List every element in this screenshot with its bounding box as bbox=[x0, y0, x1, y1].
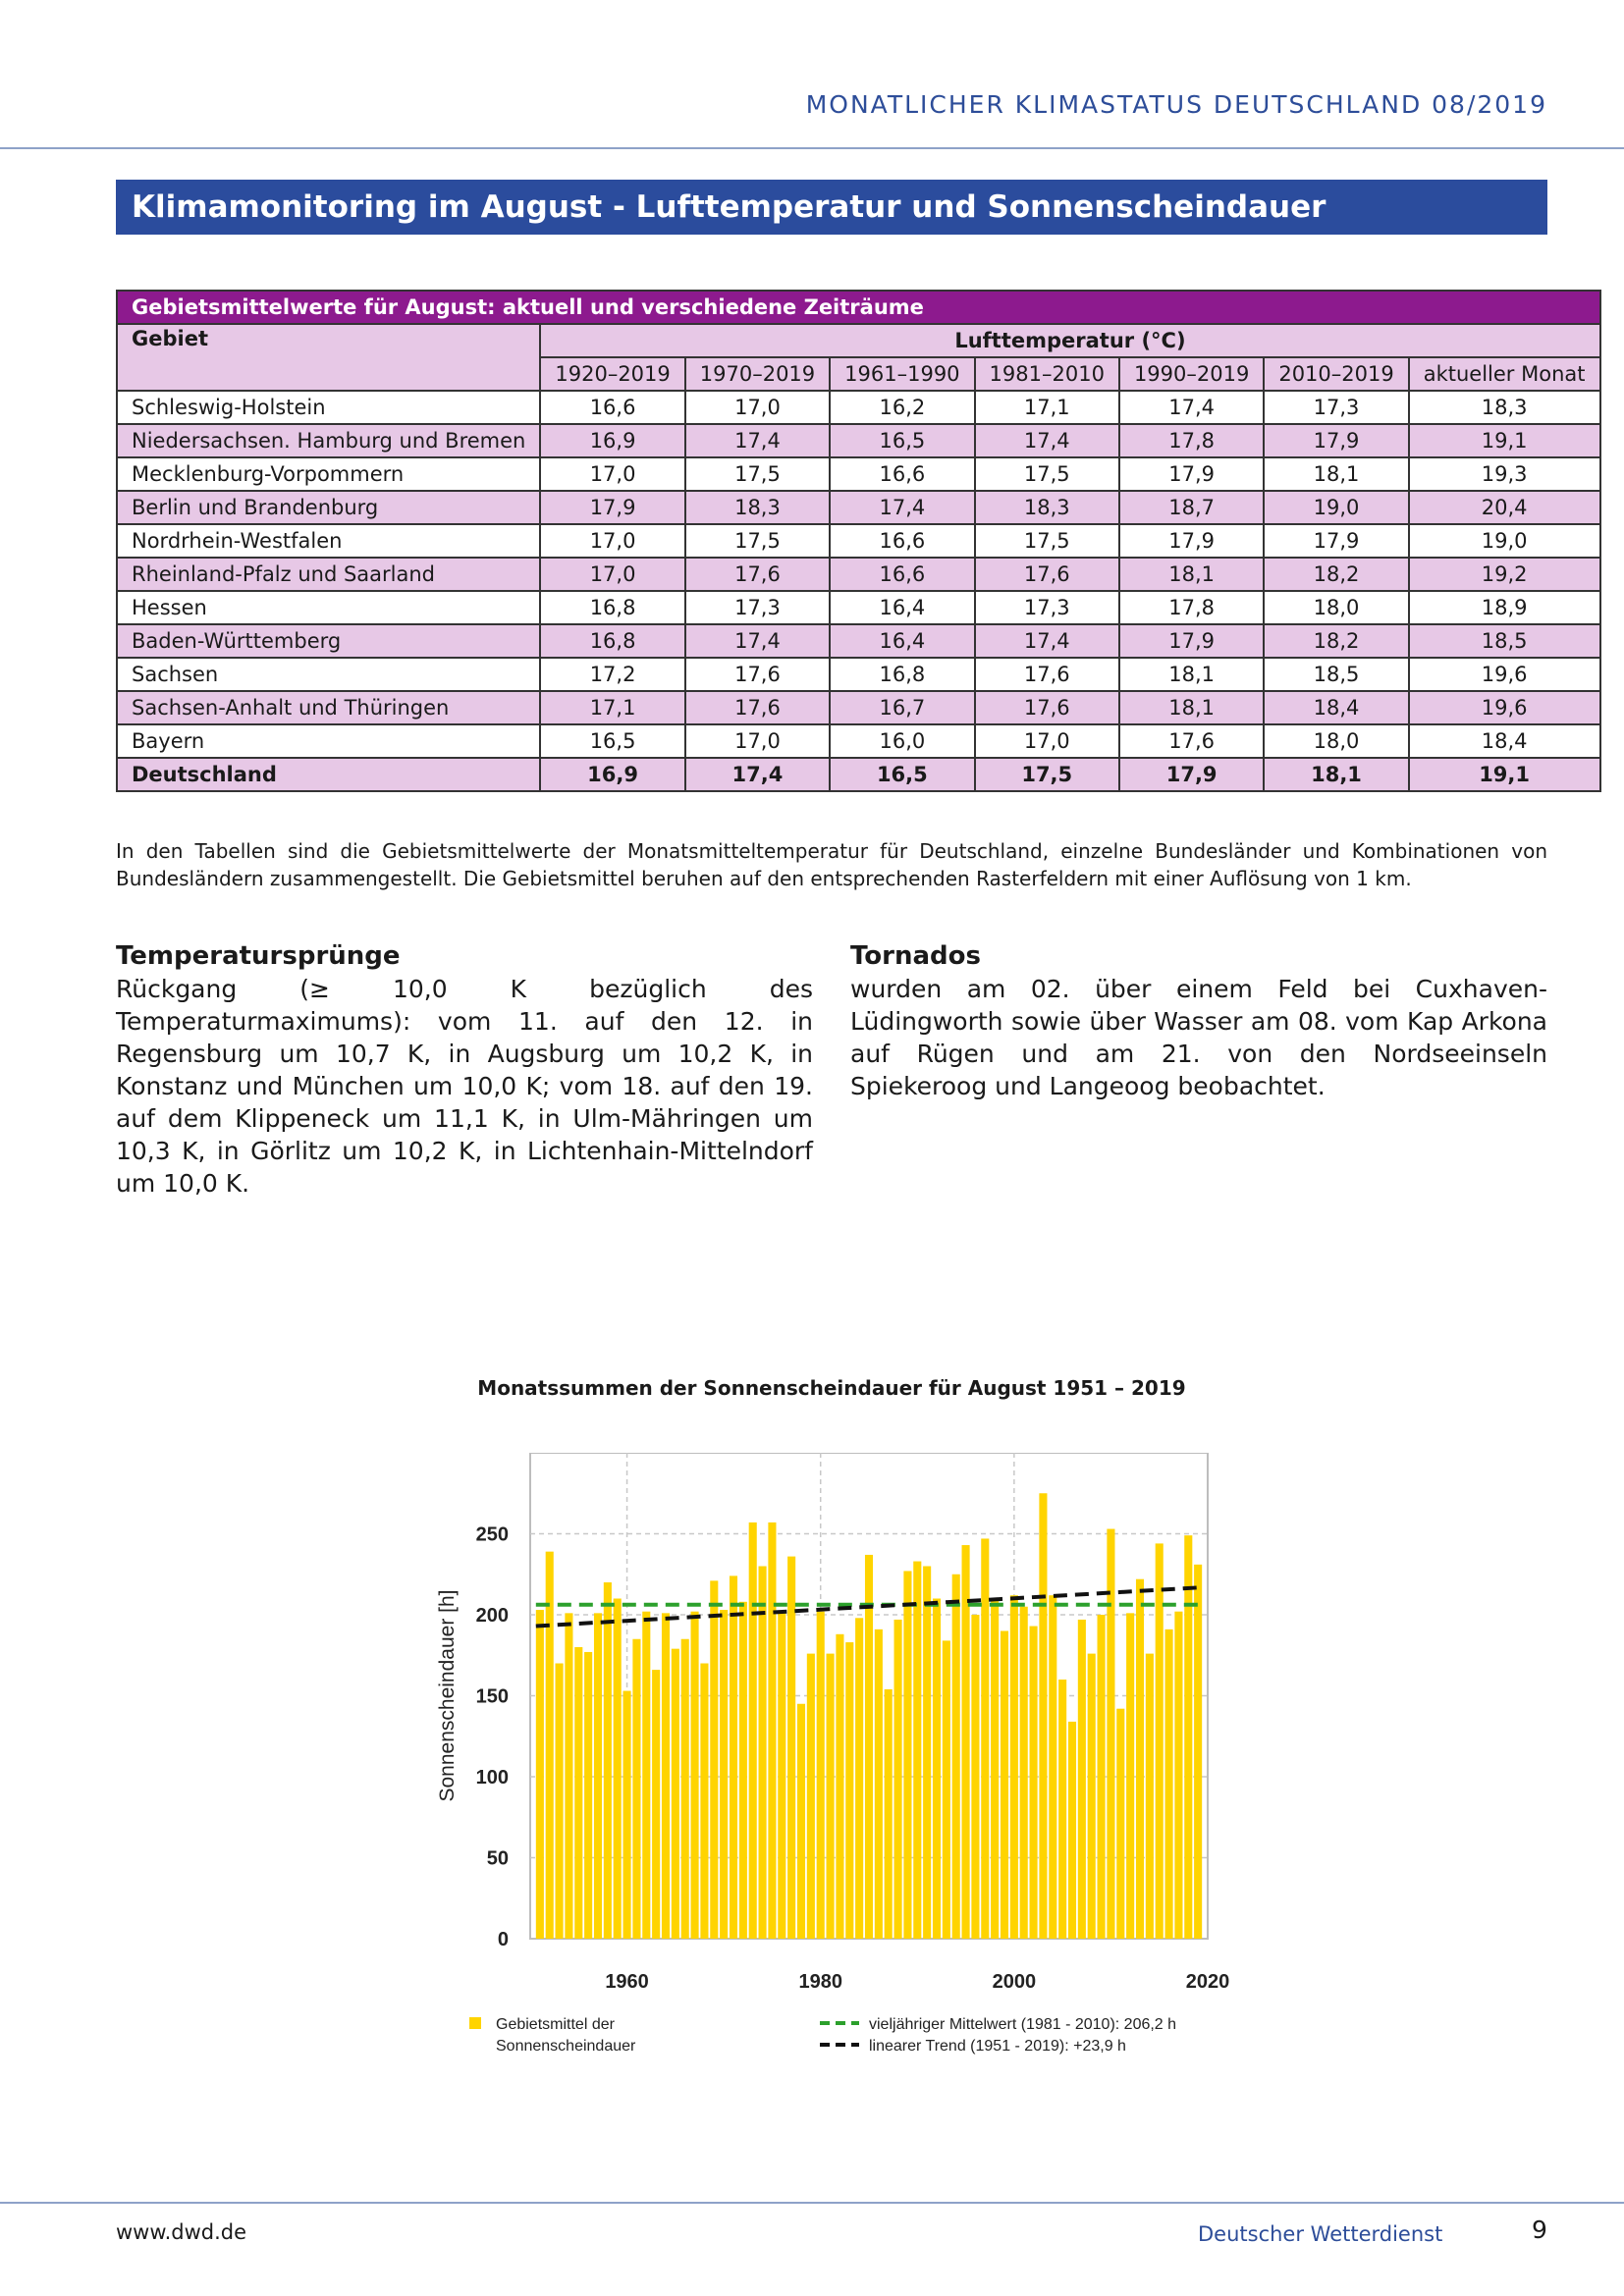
table-cell: 18,5 bbox=[1409, 624, 1600, 658]
table-cell: 17,8 bbox=[1119, 424, 1264, 457]
table-cell: 17,3 bbox=[975, 591, 1119, 624]
temperature-jumps-section bbox=[116, 940, 813, 1200]
table-cell: 18,3 bbox=[1409, 391, 1600, 424]
table-cell: 17,4 bbox=[830, 491, 974, 524]
table-cell: 18,2 bbox=[1264, 558, 1408, 591]
row-region-name: Sachsen-Anhalt und Thüringen bbox=[117, 691, 540, 724]
table-cell: 16,6 bbox=[830, 558, 974, 591]
sunshine-bar bbox=[672, 1649, 679, 1939]
sunshine-bar bbox=[1156, 1543, 1164, 1939]
sunshine-bar bbox=[614, 1599, 622, 1940]
table-total-cell: 17,4 bbox=[685, 758, 830, 791]
sunshine-bar bbox=[1058, 1680, 1066, 1939]
header-divider bbox=[0, 147, 1624, 149]
table-cell: 17,1 bbox=[975, 391, 1119, 424]
sunshine-bar bbox=[1107, 1529, 1114, 1939]
sunshine-bar bbox=[845, 1642, 853, 1939]
footer-divider bbox=[0, 2202, 1624, 2204]
row-region-name: Nordrhein-Westfalen bbox=[117, 524, 540, 558]
table-cell: 17,4 bbox=[1119, 391, 1264, 424]
table-cell: 16,6 bbox=[540, 391, 684, 424]
column-header-period: 1920–2019 bbox=[540, 357, 684, 391]
table-cell: 18,1 bbox=[1119, 658, 1264, 691]
footer-url: www.dwd.de bbox=[116, 2220, 247, 2244]
table-cell: 18,1 bbox=[1264, 457, 1408, 491]
table-cell: 17,5 bbox=[685, 524, 830, 558]
table-caption: Gebietsmittelwerte für August: aktuell und verschiedene Zeiträume bbox=[117, 291, 1600, 324]
table-cell: 17,3 bbox=[1264, 391, 1408, 424]
table-cell: 18,3 bbox=[975, 491, 1119, 524]
sunshine-bar bbox=[943, 1640, 950, 1939]
x-tick-label: 2000 bbox=[992, 1971, 1037, 1993]
table-cell: 16,4 bbox=[830, 624, 974, 658]
row-region-name: Bayern bbox=[117, 724, 540, 758]
table-cell: 17,6 bbox=[685, 558, 830, 591]
table-cell: 17,9 bbox=[1119, 457, 1264, 491]
table-cell: 16,8 bbox=[540, 624, 684, 658]
row-region-name: Sachsen bbox=[117, 658, 540, 691]
sunshine-bar bbox=[1136, 1579, 1144, 1939]
table-cell: 17,4 bbox=[685, 424, 830, 457]
table-row bbox=[117, 457, 1600, 491]
sunshine-bar bbox=[584, 1652, 592, 1939]
table-total-cell: 17,5 bbox=[975, 758, 1119, 791]
table-cell: 16,5 bbox=[540, 724, 684, 758]
x-tick-label: 1980 bbox=[798, 1971, 842, 1993]
table-cell: 17,5 bbox=[975, 457, 1119, 491]
table-cell: 19,3 bbox=[1409, 457, 1600, 491]
sunshine-bar bbox=[662, 1613, 670, 1939]
sunshine-bar bbox=[778, 1612, 785, 1939]
table-row bbox=[117, 491, 1600, 524]
page-header-title: MONATLICHER KLIMASTATUS DEUTSCHLAND 08/2019 bbox=[805, 90, 1547, 119]
table-cell: 17,4 bbox=[975, 624, 1119, 658]
row-region-name: Schleswig-Holstein bbox=[117, 391, 540, 424]
section-banner: Klimamonitoring im August - Lufttemperatur und Sonnenscheindauer bbox=[116, 180, 1547, 235]
sunshine-bar bbox=[933, 1599, 941, 1940]
table-cell: 17,4 bbox=[975, 424, 1119, 457]
table-cell: 16,9 bbox=[540, 424, 684, 457]
page-number: 9 bbox=[1532, 2216, 1547, 2244]
table-caption-row bbox=[117, 291, 1600, 324]
table-cell: 19,6 bbox=[1409, 691, 1600, 724]
table-row bbox=[117, 658, 1600, 691]
legend-bar-swatch bbox=[469, 2017, 481, 2029]
x-tick-label: 2020 bbox=[1185, 1971, 1230, 1993]
sunshine-bar bbox=[1030, 1627, 1038, 1939]
table-cell: 19,1 bbox=[1409, 424, 1600, 457]
y-axis-label: Sonnenscheindauer [h] bbox=[436, 1589, 459, 1802]
sunshine-bar bbox=[865, 1555, 873, 1939]
table-cell: 19,2 bbox=[1409, 558, 1600, 591]
sunshine-bar bbox=[1068, 1722, 1076, 1939]
table-row bbox=[117, 624, 1600, 658]
sunshine-bar bbox=[632, 1639, 640, 1939]
sunshine-bar bbox=[681, 1639, 689, 1939]
sunshine-bar bbox=[536, 1610, 544, 1939]
table-cell: 17,9 bbox=[540, 491, 684, 524]
sunshine-bar bbox=[836, 1634, 843, 1939]
sunshine-bar bbox=[574, 1647, 582, 1939]
temperature-jumps-text: Rückgang (≥ 10,0 K bezüglich des Temperaturmaximums): vom 11. auf den 12. in Regensburg um 10,7 K, in Augsburg um 10,2 K, in Konstanz und München um 10,0 K; vom 18. auf den 19. auf dem Klippeneck um 11,1 K, in Ulm-Mähringen um 10,3 K, in Görlitz um 10,2 K, in Lichtenhain-Mittelndorf um 10,0 K. bbox=[116, 975, 813, 1198]
table-cell: 18,0 bbox=[1264, 591, 1408, 624]
table-cell: 17,6 bbox=[1119, 724, 1264, 758]
footer-organization: Deutscher Wetterdienst bbox=[1198, 2222, 1443, 2246]
table-total-cell: 16,9 bbox=[540, 758, 684, 791]
table-cell: 17,8 bbox=[1119, 591, 1264, 624]
table-cell: 19,6 bbox=[1409, 658, 1600, 691]
column-group-header: Lufttemperatur (°C) bbox=[540, 324, 1599, 357]
table-cell: 18,9 bbox=[1409, 591, 1600, 624]
sunshine-bar bbox=[759, 1567, 767, 1940]
legend-trend-label: linearer Trend (1951 - 2019): +23,9 h bbox=[869, 2038, 1126, 2055]
table-cell: 17,9 bbox=[1264, 424, 1408, 457]
table-cell: 17,3 bbox=[685, 591, 830, 624]
table-cell: 18,1 bbox=[1119, 691, 1264, 724]
table-cell: 17,0 bbox=[540, 524, 684, 558]
sunshine-bar bbox=[691, 1612, 699, 1939]
sunshine-bar bbox=[700, 1664, 708, 1940]
sunshine-bar bbox=[1010, 1595, 1018, 1939]
table-cell: 17,9 bbox=[1119, 624, 1264, 658]
sunshine-bar bbox=[604, 1582, 612, 1939]
temperature-table bbox=[116, 290, 1601, 792]
table-caption-text: In den Tabellen sind die Gebietsmittelwerte der Monatsmitteltemperatur für Deutschland, einzelne Bundesländer und Kombinationen von Bundesländern zusammengestellt. Die Gebietsmittel beruhen auf den entsprechenden Rasterfeldern mit einer Auflösung von 1 km. bbox=[116, 839, 1547, 890]
table-cell: 16,8 bbox=[540, 591, 684, 624]
table-cell: 17,6 bbox=[975, 558, 1119, 591]
sunshine-bar bbox=[991, 1600, 999, 1939]
sunshine-bar bbox=[797, 1704, 805, 1939]
table-cell: 19,0 bbox=[1409, 524, 1600, 558]
table-cell: 16,2 bbox=[830, 391, 974, 424]
sunshine-bar bbox=[1146, 1654, 1154, 1939]
table-cell: 16,6 bbox=[830, 524, 974, 558]
table-total-cell: 16,5 bbox=[830, 758, 974, 791]
sunshine-bar bbox=[720, 1610, 728, 1939]
table-cell: 17,9 bbox=[1119, 524, 1264, 558]
table-cell: 16,7 bbox=[830, 691, 974, 724]
sunshine-bar bbox=[1165, 1629, 1173, 1939]
table-row bbox=[117, 724, 1600, 758]
y-tick-label: 150 bbox=[475, 1685, 509, 1708]
sunshine-bar bbox=[749, 1522, 757, 1939]
table-cell: 17,6 bbox=[685, 658, 830, 691]
y-tick-label: 0 bbox=[497, 1929, 509, 1950]
table-cell: 18,5 bbox=[1264, 658, 1408, 691]
sunshine-bar bbox=[1174, 1612, 1182, 1939]
y-tick-label: 100 bbox=[475, 1767, 509, 1789]
table-cell: 18,2 bbox=[1264, 624, 1408, 658]
y-tick-label: 50 bbox=[486, 1847, 509, 1870]
table-cell: 17,6 bbox=[975, 691, 1119, 724]
sunshine-bar bbox=[1049, 1595, 1056, 1939]
table-cell: 19,0 bbox=[1264, 491, 1408, 524]
legend-bar-label: Sonnenscheindauer bbox=[496, 2038, 636, 2055]
table-cell: 17,6 bbox=[685, 691, 830, 724]
sunshine-bar bbox=[817, 1612, 825, 1939]
sunshine-bar bbox=[981, 1538, 989, 1939]
sunshine-bar bbox=[652, 1670, 660, 1939]
total-region-name: Deutschland bbox=[117, 758, 540, 791]
sunshine-bar bbox=[710, 1580, 718, 1939]
sunshine-bar bbox=[642, 1612, 650, 1939]
y-tick-label: 250 bbox=[475, 1523, 509, 1546]
column-header-gebiet: Gebiet bbox=[117, 324, 540, 391]
table-row bbox=[117, 591, 1600, 624]
table-total-cell: 19,1 bbox=[1409, 758, 1600, 791]
chart-title: Monatssummen der Sonnenscheindauer für August 1951 – 2019 bbox=[477, 1376, 1186, 1400]
sunshine-bar bbox=[546, 1552, 554, 1939]
sunshine-bar bbox=[787, 1557, 795, 1939]
table-cell: 18,1 bbox=[1119, 558, 1264, 591]
row-region-name: Berlin und Brandenburg bbox=[117, 491, 540, 524]
table-cell: 18,4 bbox=[1409, 724, 1600, 758]
table-cell: 17,0 bbox=[540, 558, 684, 591]
sunshine-bar bbox=[1126, 1613, 1134, 1939]
table-cell: 16,5 bbox=[830, 424, 974, 457]
sunshine-bar bbox=[1078, 1620, 1086, 1939]
table-total-cell: 18,1 bbox=[1264, 758, 1408, 791]
row-region-name: Baden-Württemberg bbox=[117, 624, 540, 658]
sunshine-bar bbox=[1088, 1654, 1096, 1939]
table-row bbox=[117, 424, 1600, 457]
sunshine-bar bbox=[855, 1618, 863, 1939]
table-cell: 18,4 bbox=[1264, 691, 1408, 724]
sunshine-bar bbox=[894, 1620, 902, 1939]
sunshine-bar bbox=[1098, 1615, 1106, 1939]
sunshine-bar bbox=[556, 1664, 564, 1940]
x-tick-label: 1960 bbox=[605, 1971, 649, 1993]
sunshine-bar bbox=[913, 1562, 921, 1939]
sunshine-bar bbox=[768, 1522, 776, 1939]
table-cell: 17,4 bbox=[685, 624, 830, 658]
table-header-row bbox=[117, 324, 1600, 357]
sunshine-bar bbox=[971, 1615, 979, 1939]
row-region-name: Rheinland-Pfalz und Saarland bbox=[117, 558, 540, 591]
table-cell: 17,6 bbox=[975, 658, 1119, 691]
table-cell: 17,0 bbox=[975, 724, 1119, 758]
column-header-period: 1990–2019 bbox=[1119, 357, 1264, 391]
sunshine-chart bbox=[412, 1453, 1296, 2081]
table-cell: 17,0 bbox=[685, 391, 830, 424]
column-header-period: aktueller Monat bbox=[1409, 357, 1600, 391]
table-cell: 17,5 bbox=[685, 457, 830, 491]
row-region-name: Niedersachsen. Hamburg und Bremen bbox=[117, 424, 540, 457]
table-cell: 16,4 bbox=[830, 591, 974, 624]
legend-reference-label: vieljähriger Mittelwert (1981 - 2010): 206,2 h bbox=[869, 2016, 1177, 2033]
table-total-row bbox=[117, 758, 1600, 791]
tornados-heading: Tornados bbox=[850, 941, 981, 971]
sunshine-bar bbox=[952, 1575, 960, 1939]
column-header-period: 1981–2010 bbox=[975, 357, 1119, 391]
table-cell: 16,8 bbox=[830, 658, 974, 691]
table-cell: 16,0 bbox=[830, 724, 974, 758]
table-cell: 17,0 bbox=[685, 724, 830, 758]
tornados-section bbox=[850, 940, 1547, 1102]
table-cell: 17,9 bbox=[1264, 524, 1408, 558]
sunshine-bar bbox=[594, 1613, 602, 1939]
sunshine-bar bbox=[885, 1689, 893, 1939]
sunshine-bar bbox=[903, 1571, 911, 1939]
row-region-name: Mecklenburg-Vorpommern bbox=[117, 457, 540, 491]
sunshine-bar bbox=[1001, 1631, 1008, 1940]
table-cell: 16,6 bbox=[830, 457, 974, 491]
table-cell: 18,3 bbox=[685, 491, 830, 524]
column-header-period: 1970–2019 bbox=[685, 357, 830, 391]
table-cell: 18,7 bbox=[1119, 491, 1264, 524]
table-row bbox=[117, 524, 1600, 558]
table-row bbox=[117, 558, 1600, 591]
table-row bbox=[117, 391, 1600, 424]
tornados-text: wurden am 02. über einem Feld bei Cuxhaven-Lüdingworth sowie über Wasser am 08. vom Kap Arkona auf Rügen und am 21. von den Nordseeinseln Spiekeroog und Langeoog beobachtet. bbox=[850, 975, 1547, 1100]
y-tick-label: 200 bbox=[475, 1605, 509, 1627]
legend-bar-label: Gebietsmittel der bbox=[496, 2016, 615, 2033]
sunshine-bar bbox=[1020, 1607, 1028, 1939]
temperature-jumps-heading: Temperatursprünge bbox=[116, 941, 401, 971]
column-header-period: 2010–2019 bbox=[1264, 357, 1408, 391]
sunshine-bar bbox=[807, 1654, 815, 1939]
sunshine-bar bbox=[827, 1654, 835, 1939]
table-cell: 17,1 bbox=[540, 691, 684, 724]
column-header-period: 1961–1990 bbox=[830, 357, 974, 391]
row-region-name: Hessen bbox=[117, 591, 540, 624]
sunshine-bar bbox=[739, 1602, 747, 1939]
sunshine-bar bbox=[923, 1567, 931, 1940]
table-cell: 17,5 bbox=[975, 524, 1119, 558]
sunshine-bar bbox=[1194, 1565, 1202, 1939]
table-cell: 18,0 bbox=[1264, 724, 1408, 758]
sunshine-bar bbox=[565, 1613, 572, 1939]
table-cell: 17,0 bbox=[540, 457, 684, 491]
table-row bbox=[117, 691, 1600, 724]
sunshine-bar bbox=[623, 1691, 631, 1939]
table-cell: 17,2 bbox=[540, 658, 684, 691]
sunshine-bar bbox=[730, 1575, 737, 1939]
sunshine-bar bbox=[1184, 1535, 1192, 1939]
sunshine-bar bbox=[1116, 1709, 1124, 1939]
table-cell: 20,4 bbox=[1409, 491, 1600, 524]
sunshine-bar bbox=[1039, 1493, 1047, 1939]
sunshine-bar bbox=[875, 1629, 883, 1939]
table-total-cell: 17,9 bbox=[1119, 758, 1264, 791]
